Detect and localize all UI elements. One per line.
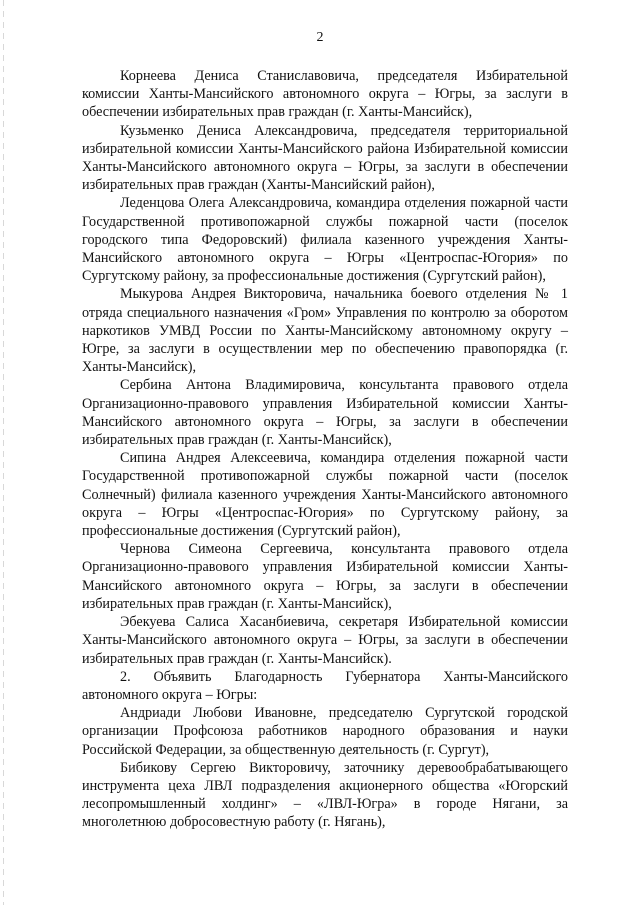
paragraph-kuzmenko: Кузьменко Дениса Александровича, председателя территориальной избирательной комиссии Ханты-Мансийского района Избирательной комиссии Ханты-Мансийского автономного округа – Югры, за заслуги в обеспечении избирательных прав граждан (Ханты-Мансийский район),	[82, 122, 568, 194]
paragraph-mykurov: Мыкурова Андрея Викторовича, начальника боевого отделения № 1 отряда специального назначения «Гром» Управления по контролю за оборотом наркотиков УМВД России по Ханты-Мансийскому автономному округу – Югре, за заслуги в осуществлении мер по обеспечению правопорядка (г. Ханты-Мансийск),	[82, 286, 568, 376]
paragraph-sipin: Сипина Андрея Алексеевича, командира отделения пожарной части Государственной противопожарной службы пожарной части (поселок Солнечный) филиала казенного учреждения Ханты-Мансийского автономного округа – Югры «Центроспас-Югория» по Сургутскому району, за профессиональные достижения (Сургутский район),	[82, 450, 568, 540]
paragraph-korneev: Корнеева Дениса Станиславовича, председателя Избирательной комиссии Ханты-Мансийского автономного округа – Югры, за заслуги в обеспечении избирательных прав граждан (г. Ханты-Мансийск),	[82, 68, 568, 121]
paragraph-ebekuev: Эбекуева Салиса Хасанбиевича, секретаря Избирательной комиссии Ханты-Мансийского автономного округа – Югры, за заслуги в обеспечении избирательных прав граждан (г. Ханты-Мансийск).	[82, 614, 568, 667]
paragraph-serbin: Сербина Антона Владимировича, консультанта правового отдела Организационно-правового управления Избирательной комиссии Ханты-Мансийского автономного округа – Югры, за заслуги в обеспечении избирательных прав граждан (г. Ханты-Мансийск),	[82, 377, 568, 449]
paragraph-bibikov: Бибикову Сергею Викторовичу, заточнику деревообрабатывающего инструмента цеха ЛВЛ подразделения акционерного общества «Югорский лесопромышленный холдинг» – «ЛВЛ-Югра» в городе Нягани, за многолетнюю добросовестную работу (г. Нягань),	[82, 759, 568, 831]
document-body	[82, 67, 568, 832]
paragraph-ledentsov: Леденцова Олега Александровича, командира отделения пожарной части Государственной противопожарной службы пожарной части (поселок городского типа Федоровский) филиала казенного учреждения Ханты-Мансийского автономного округа – Югры «Центроспас-Югория» по Сургутскому району, за профессиональные достижения (Сургутский район),	[82, 195, 568, 285]
page-number: 2	[316, 30, 324, 45]
paragraph-chernov: Чернова Симеона Сергеевича, консультанта правового отдела Организационно-правового управления Избирательной комиссии Ханты-Мансийского автономного округа – Югры, за заслуги в обеспечении избирательных прав граждан (г. Ханты-Мансийск),	[82, 541, 568, 612]
paragraph-andriadi: Андриади Любови Ивановне, председателю Сургутской городской организации Профсоюза работников народного образования и науки Российской Федерации, за общественную деятельность (г. Сургут),	[82, 705, 568, 758]
paragraph-section-2: 2. Объявить Благодарность Губернатора Ханты-Мансийского автономного округа – Югры:	[82, 668, 568, 703]
scan-edge-artifact	[3, 0, 4, 905]
